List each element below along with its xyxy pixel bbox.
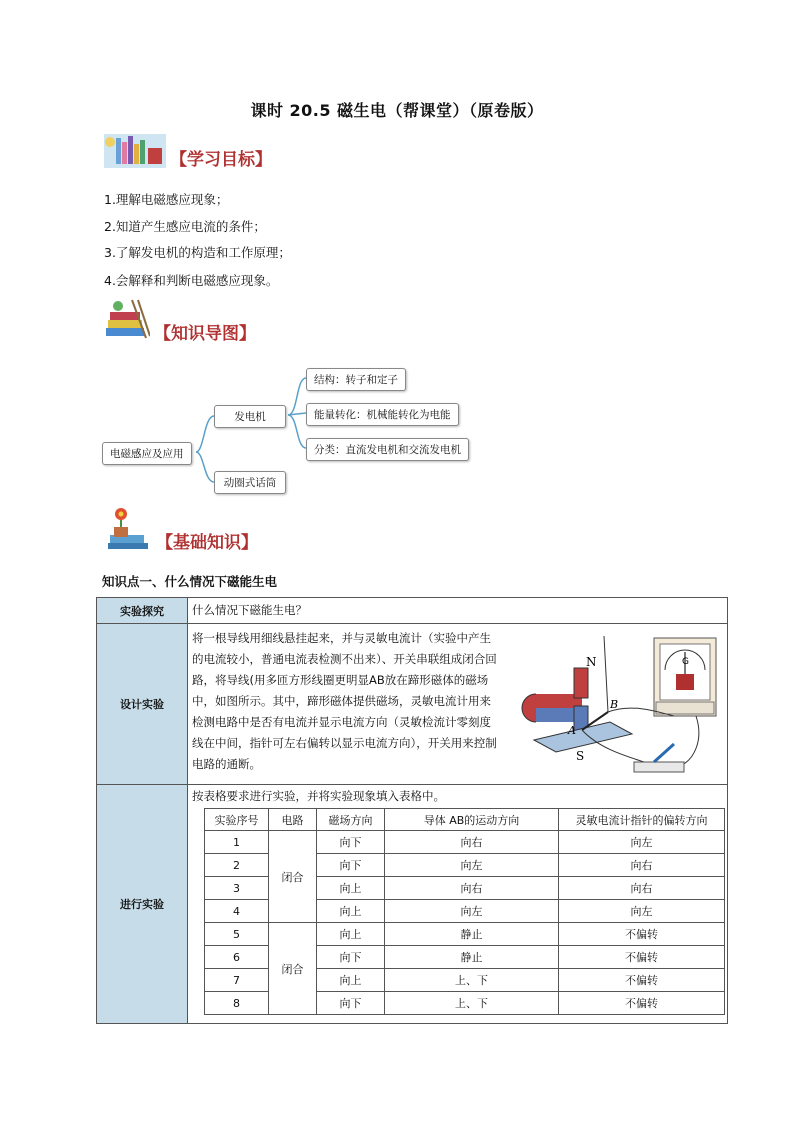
objective-2: 2.知道产生感应电流的条件； — [104, 219, 266, 234]
table-row — [205, 923, 725, 946]
cell-field: 向下 — [317, 854, 385, 877]
magnet-north-label: N — [585, 655, 597, 669]
cell-deflection: 向左 — [559, 900, 725, 923]
cell-motion: 上、下 — [385, 992, 559, 1015]
cell-deflection: 不偏转 — [559, 923, 725, 946]
cell-deflection: 不偏转 — [559, 992, 725, 1015]
mindmap-microphone: 动圈式话筒 — [214, 471, 286, 494]
row-text-conduct: 按表格要求进行实验，并将实验现象填入表格中。 — [192, 789, 445, 803]
col-header-field: 磁场方向 — [317, 809, 385, 831]
cell-index: 1 — [205, 831, 269, 854]
conduct-cell — [188, 785, 728, 1024]
mindmap-root: 电磁感应及应用 — [102, 442, 192, 465]
mindmap-generator: 发电机 — [214, 405, 286, 428]
row-text-design: 将一根导线用细线悬挂起来，并与灵敏电流计（实验中产生的电流较小，普通电流表检测不出来）、开关串联组成闭合回路，将导线(用多匝方形线圈更明显AB放在蹄形磁体的磁场中，如图所示。其中，蹄形磁体提供磁场，灵敏电流计用来检测电路中是否有电流并显示电流方向（灵敏检流计零刻度线在中间，指针可左右偏转以显示电流方向），开关用来控制电路的通断。 — [192, 631, 497, 771]
cell-index: 3 — [205, 877, 269, 900]
mindmap-leaf-energy: 能量转化：机械能转化为电能 — [306, 403, 459, 426]
cell-deflection: 向右 — [559, 877, 725, 900]
cell-circuit: 闭合 — [269, 923, 317, 1015]
col-header-circuit: 电路 — [269, 809, 317, 831]
cell-field: 向下 — [317, 831, 385, 854]
cell-circuit: 闭合 — [269, 831, 317, 923]
cell-motion: 向右 — [385, 831, 559, 854]
galvanometer-g-label: G — [681, 657, 689, 667]
section-basics-header — [102, 505, 258, 553]
objective-1: 1.理解电磁感应现象； — [104, 192, 229, 207]
section-basics-title: 【基础知识】 — [156, 533, 258, 553]
cell-field: 向上 — [317, 877, 385, 900]
col-header-motion: 导体 AB的运动方向 — [385, 809, 559, 831]
objective-4: 4.会解释和判断电磁感应现象。 — [104, 273, 279, 288]
row-text-explore: 什么情况下磁能生电？ — [188, 598, 728, 624]
cell-index: 7 — [205, 969, 269, 992]
cell-index: 5 — [205, 923, 269, 946]
table-row — [205, 831, 725, 854]
cell-index: 4 — [205, 900, 269, 923]
mindmap-leaf-structure: 结构：转子和定子 — [306, 368, 406, 391]
cell-index: 8 — [205, 992, 269, 1015]
cell-field: 向下 — [317, 946, 385, 969]
cell-field: 向下 — [317, 992, 385, 1015]
cell-deflection: 不偏转 — [559, 946, 725, 969]
row-label-conduct: 进行实验 — [97, 785, 188, 1024]
experiment-table — [96, 597, 728, 1024]
cell-motion: 向右 — [385, 877, 559, 900]
wire-b-label: B — [609, 698, 619, 711]
wire-a-label: A — [567, 724, 576, 737]
knowledge-point-title: 知识点一、什么情况下磁能生电 — [102, 574, 278, 589]
cell-motion: 静止 — [385, 946, 559, 969]
design-cell — [188, 624, 728, 785]
section-mindmap-title: 【知识导图】 — [154, 324, 256, 344]
cell-field: 向上 — [317, 900, 385, 923]
cell-motion: 静止 — [385, 923, 559, 946]
results-table — [204, 808, 725, 1015]
row-label-explore: 实验探究 — [97, 598, 188, 624]
page-title: 课时 20.5 磁生电（帮课堂）（原卷版） — [250, 101, 544, 120]
cell-deflection: 不偏转 — [559, 969, 725, 992]
cell-deflection: 向右 — [559, 854, 725, 877]
magnet-south-label: S — [575, 749, 585, 763]
cell-index: 2 — [205, 854, 269, 877]
section-objectives-title: 【学习目标】 — [170, 150, 272, 170]
cell-field: 向上 — [317, 969, 385, 992]
objective-3: 3.了解发电机的构造和工作原理； — [104, 245, 291, 260]
cell-motion: 上、下 — [385, 969, 559, 992]
cell-motion: 向左 — [385, 854, 559, 877]
apparatus-figure — [504, 630, 727, 780]
cell-motion: 向左 — [385, 900, 559, 923]
flower-pot-icon — [102, 505, 152, 553]
col-header-index: 实验序号 — [205, 809, 269, 831]
cell-field: 向上 — [317, 923, 385, 946]
col-header-deflection: 灵敏电流计指针的偏转方向 — [559, 809, 725, 831]
mindmap-leaf-types: 分类：直流发电机和交流发电机 — [306, 438, 469, 461]
row-label-design: 设计实验 — [97, 624, 188, 785]
cell-index: 6 — [205, 946, 269, 969]
cell-deflection: 向左 — [559, 831, 725, 854]
